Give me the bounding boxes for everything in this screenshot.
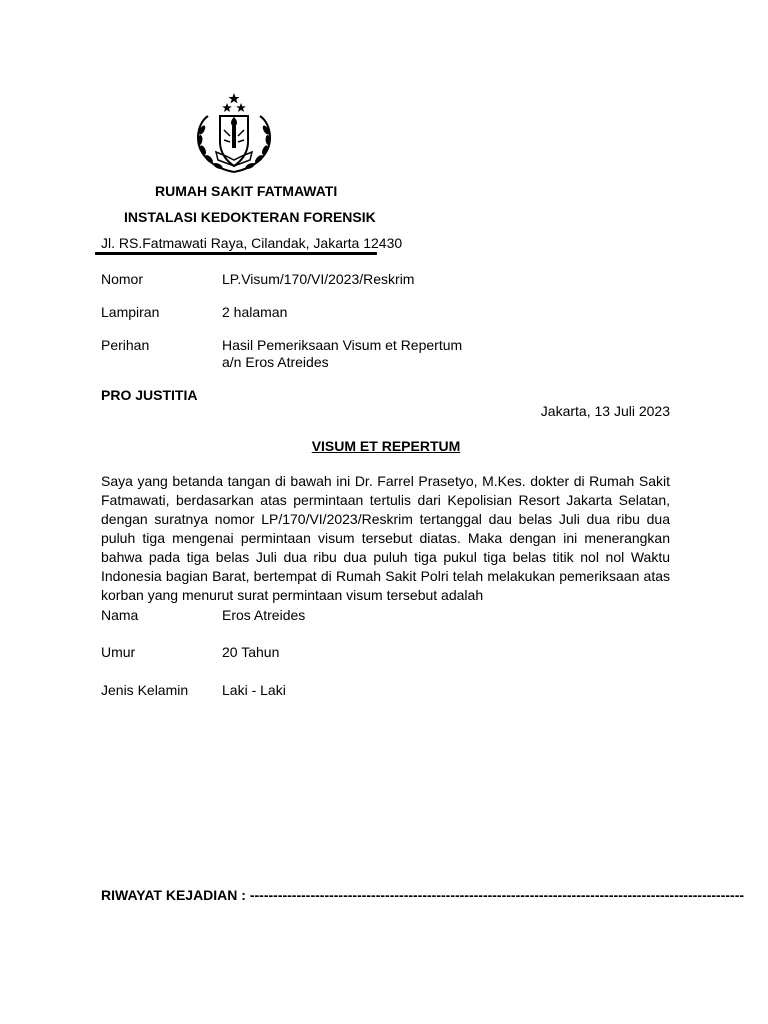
header-divider [95, 252, 377, 255]
pro-justitia-heading: PRO JUSTITIA [101, 387, 198, 403]
perihan-label: Perihan [101, 337, 150, 353]
nama-label: Nama [101, 607, 139, 623]
riwayat-kejadian-line [101, 886, 744, 904]
institution-name: RUMAH SAKIT FATMAWATI [155, 183, 338, 199]
institution-address: Jl. RS.Fatmawati Raya, Cilandak, Jakarta 12430 [101, 235, 403, 251]
police-emblem-logo [190, 90, 282, 178]
perihan-value-line1: Hasil Pemeriksaan Visum et Repertum [222, 337, 463, 353]
letter-date: Jakarta, 13 Juli 2023 [540, 403, 670, 419]
nama-value: Eros Atreides [222, 607, 306, 623]
body-paragraph: Saya yang betanda tangan di bawah ini Dr. Farrel Prasetyo, M.Kes. dokter di Rumah Sakit Fatmawati, berdasarkan atas permintaan tertulis dari Kepolisian Resort Jakarta Selatan, dengan suratnya nomor LP/170/VI/2023/Reskrim tertanggal dau belas Juli dua ribu dua puluh tiga mengenai permintaan visum tersebut diatas. Maka dengan ini menerangkan bahwa pada tiga belas Juli dua ribu dua puluh tiga pukul tiga belas titik nol nol Waktu Indonesia bagian Barat, bertempat di Rumah Sakit Polri telah melakukan pemeriksaan atas korban yang menurut surat permintaan visum tersebut adalah [101, 473, 670, 603]
nomor-value: LP.Visum/170/VI/2023/Reskrim [222, 271, 415, 287]
umur-label: Umur [101, 644, 136, 660]
jenis-kelamin-value: Laki - Laki [222, 682, 286, 698]
department-name: INSTALASI KEDOKTERAN FORENSIK [124, 209, 376, 225]
nomor-label: Nomor [101, 271, 144, 287]
jenis-kelamin-label: Jenis Kelamin [101, 682, 189, 698]
riwayat-kejadian-label: RIWAYAT KEJADIAN : [101, 887, 246, 903]
lampiran-value: 2 halaman [222, 304, 288, 320]
perihan-value-line2: a/n Eros Atreides [222, 354, 329, 370]
umur-value: 20 Tahun [222, 644, 280, 660]
document-title: VISUM ET REPERTUM [311, 438, 461, 454]
riwayat-kejadian-dashes: ---------------------------------------------------------------------------------------------------------- [249, 887, 745, 903]
lampiran-label: Lampiran [101, 304, 160, 320]
